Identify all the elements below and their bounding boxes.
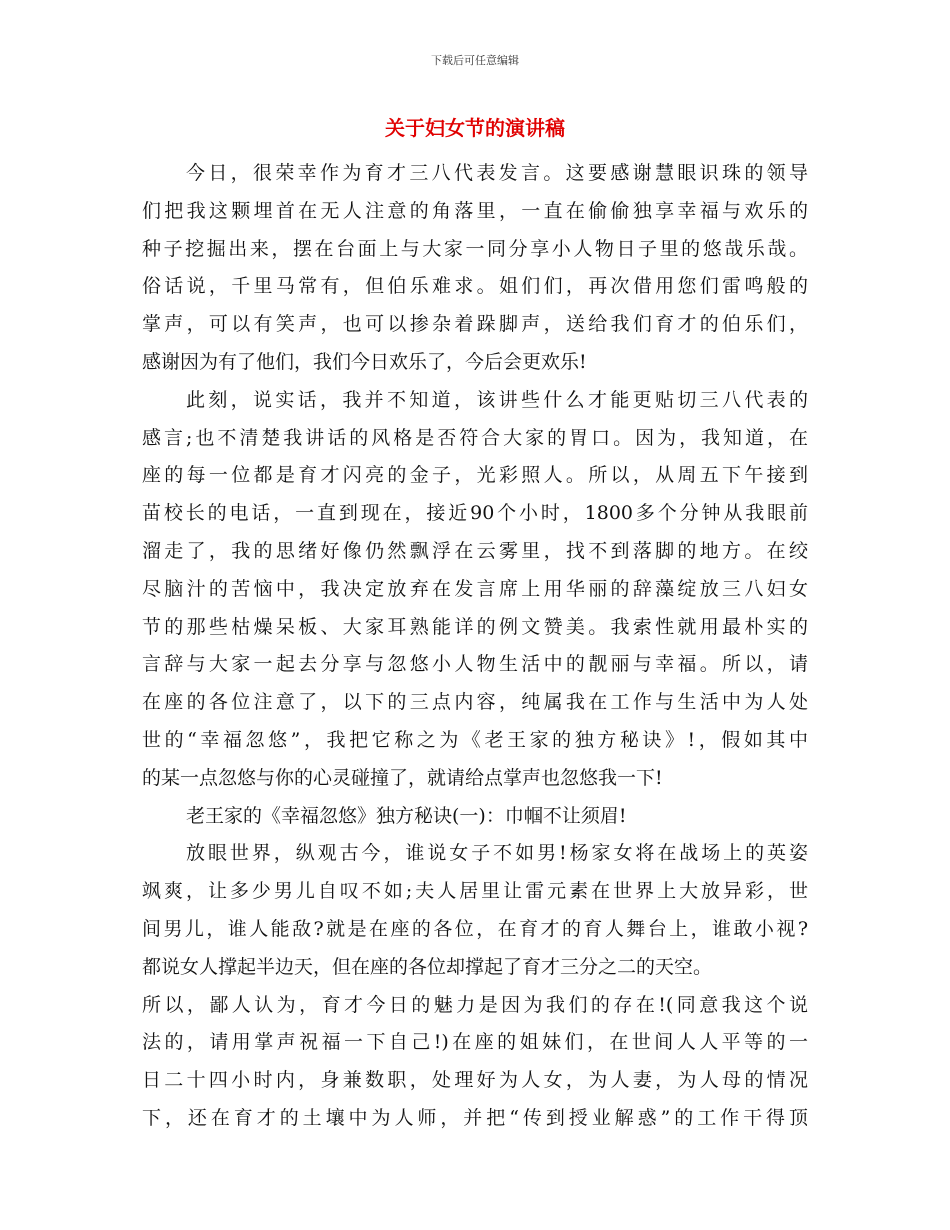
paragraph-line: 此刻，说实话，我并不知道，该讲些什么才能更贴切三八代表的 [186, 388, 808, 411]
paragraph-line: 放眼世界，纵观古今，谁说女子不如男!杨家女将在战场上的英姿 [186, 842, 808, 865]
paragraph-line: 座的每一位都是育才闪亮的金子，光彩照人。所以，从周五下午接到 [142, 464, 808, 487]
paragraph-line: 言辞与大家一起去分享与忽悠小人物生活中的靓丽与幸福。所以，请 [142, 653, 808, 676]
document-body [142, 155, 808, 1138]
paragraph-line: 所以，鄙人认为，育才今日的魅力是因为我们的存在!(同意我这个说 [142, 993, 808, 1016]
paragraph-line: 下，还在育才的土壤中为人师，并把“传到授业解惑”的工作干得顶 [142, 1106, 808, 1129]
paragraph-line: 苗校长的电话，一直到现在，接近90个小时，1800多个分钟从我眼前 [142, 502, 808, 525]
paragraph-line: 今日，很荣幸作为育才三八代表发言。这要感谢慧眼识珠的领导 [186, 162, 808, 184]
paragraph-line: 飒爽，让多少男儿自叹不如;夫人居里让雷元素在世界上大放异彩，世 [142, 880, 808, 903]
paragraph-line: 的某一点忽悠与你的心灵碰撞了，就请给点掌声也忽悠我一下! [142, 766, 663, 789]
paragraph-line: 掌声，可以有笑声，也可以掺杂着跺脚声，送给我们育才的伯乐们， [142, 313, 808, 336]
document-title: 关于妇女节的演讲稿 [385, 116, 565, 140]
paragraph-line: 节的那些枯燥呆板、大家耳熟能详的例文赞美。我索性就用最朴实的 [142, 615, 808, 638]
paragraph-line: 法的，请用掌声祝福一下自己!)在座的姐妹们，在世间人人平等的一 [142, 1031, 808, 1054]
paragraph-line: 溜走了，我的思绪好像仍然飘浮在云雾里，找不到落脚的地方。在绞 [142, 539, 808, 562]
paragraph-line: 们把我这颗埋首在无人注意的角落里，一直在偷偷独享幸福与欢乐的 [142, 199, 808, 222]
paragraph-line: 世的“幸福忽悠”，我把它称之为《老王家的独方秘诀》!，假如其中 [142, 728, 808, 751]
paragraph-line: 间男儿，谁人能敌?就是在座的各位，在育才的育人舞台上，谁敢小视? [142, 917, 808, 940]
paragraph-line: 感谢因为有了他们，我们今日欢乐了，今后会更欢乐! [142, 350, 587, 373]
section-heading: 老王家的《幸福忽悠》独方秘诀(一)：巾帼不让须眉! [186, 804, 627, 827]
paragraph-line: 感言;也不清楚我讲话的风格是否符合大家的胃口。因为，我知道，在 [142, 426, 808, 449]
paragraph-line: 在座的各位注意了，以下的三点内容，纯属我在工作与生活中为人处 [142, 691, 808, 714]
paragraph-line: 都说女人撑起半边天，但在座的各位却撑起了育才三分之二的天空。 [142, 955, 713, 978]
paragraph-line: 尽脑汁的苦恼中，我决定放弃在发言席上用华丽的辞藻绽放三八妇女 [142, 577, 808, 600]
paragraph-line: 俗话说，千里马常有，但伯乐难求。姐们们，再次借用您们雷鸣般的 [142, 275, 808, 298]
paragraph-line: 种子挖掘出来，摆在台面上与大家一同分享小人物日子里的悠哉乐哉。 [142, 237, 808, 260]
paragraph-line: 日二十四小时内，身兼数职，处理好为人女，为人妻，为人母的情况 [142, 1069, 808, 1092]
page-header: 下载后可任意编辑 [431, 54, 519, 67]
